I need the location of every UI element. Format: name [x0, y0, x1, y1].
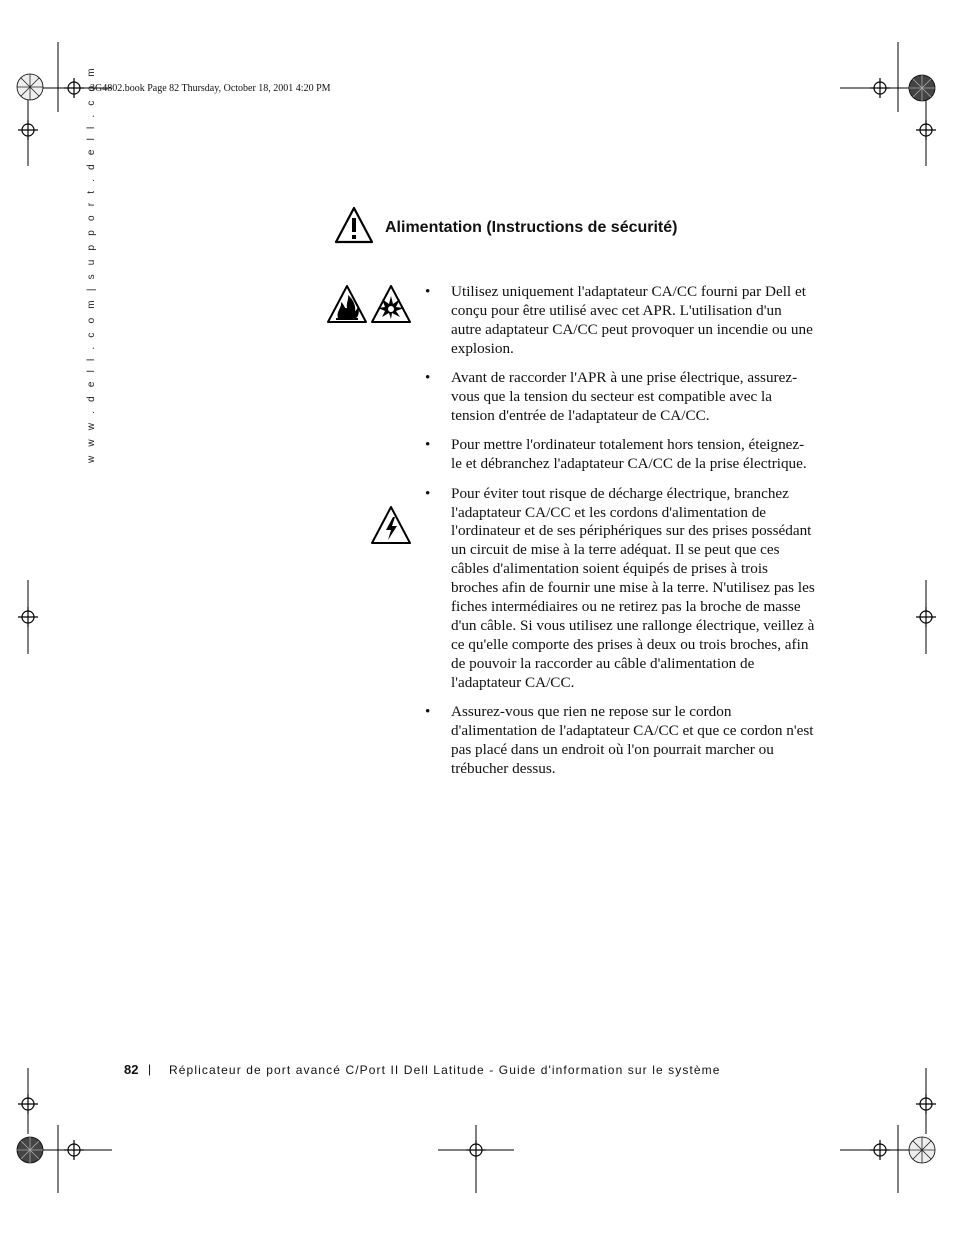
bullet-symbol: •	[425, 484, 431, 502]
book-header-info: 3G4802.book Page 82 Thursday, October 18, 2001 4:20 PM	[90, 83, 331, 94]
footer-separator: |	[148, 1062, 152, 1076]
bullet-text: Utilisez uniquement l'adaptateur CA/CC fourni par Dell et conçu pour être utilisé avec cet APR. L'utilisation d'un autre adaptateur CA/CC peut provoquer un incendie ou une explosion.	[451, 283, 813, 357]
list-item	[425, 703, 815, 779]
list-item	[425, 485, 815, 693]
safety-instructions-list	[425, 283, 815, 789]
bullet-symbol: •	[425, 283, 431, 300]
fire-hazard-icon	[326, 284, 368, 324]
bullet-text: Avant de raccorder l'APR à une prise électrique, assurez-vous que la tension du secteur est compatible avec la tension d'entrée de l'adaptateur de CA/CC.	[451, 369, 798, 424]
explosion-hazard-icon	[370, 284, 412, 324]
bullet-symbol: •	[425, 436, 431, 454]
bullet-symbol: •	[425, 703, 431, 721]
bullet-symbol: •	[425, 369, 431, 387]
page-number: 82	[124, 1062, 139, 1077]
bullet-text: Assurez-vous que rien ne repose sur le cordon d'alimentation de l'adaptateur CA/CC et que ce cordon n'est pas placé dans un endroit où l'on pourrait marcher ou trébucher dessus.	[451, 703, 814, 777]
sidebar-url: w w w . d e l l . c o m | s u p p o r t . d e l l . c o m	[86, 65, 97, 463]
footer-title: Réplicateur de port avancé C/Port II Dell Latitude - Guide d'information sur le système	[169, 1063, 721, 1077]
list-item	[425, 369, 815, 426]
list-item	[425, 283, 815, 359]
section-title: Alimentation (Instructions de sécurité)	[385, 219, 678, 236]
bullet-text: Pour mettre l'ordinateur totalement hors tension, éteignez-le et débranchez l'adaptateur CA/CC de la prise électrique.	[451, 436, 807, 473]
warning-triangle-icon	[334, 206, 374, 244]
electric-shock-icon	[370, 505, 412, 545]
list-item	[425, 436, 815, 474]
bullet-text: Pour éviter tout risque de décharge électrique, branchez l'adaptateur CA/CC et les cordons d'alimentation de l'ordinateur et de ses périphériques sur des prises possédant un circuit de mise à la terre adéquat. Il se peut que ces câbles d'alimentation soient équipés de prises à trois broches afin de fournir une mise à la terre. N'utilisez pas les fiches intermédiaires ou ne retirez pas la broche de masse d'un câble. Si vous utilisez une rallonge électrique, veillez à ce qu'elle comporte des prises à deux ou trois broches, afin de pouvoir la raccorder au câble d'alimentation de l'adaptateur CA/CC.	[451, 484, 815, 691]
